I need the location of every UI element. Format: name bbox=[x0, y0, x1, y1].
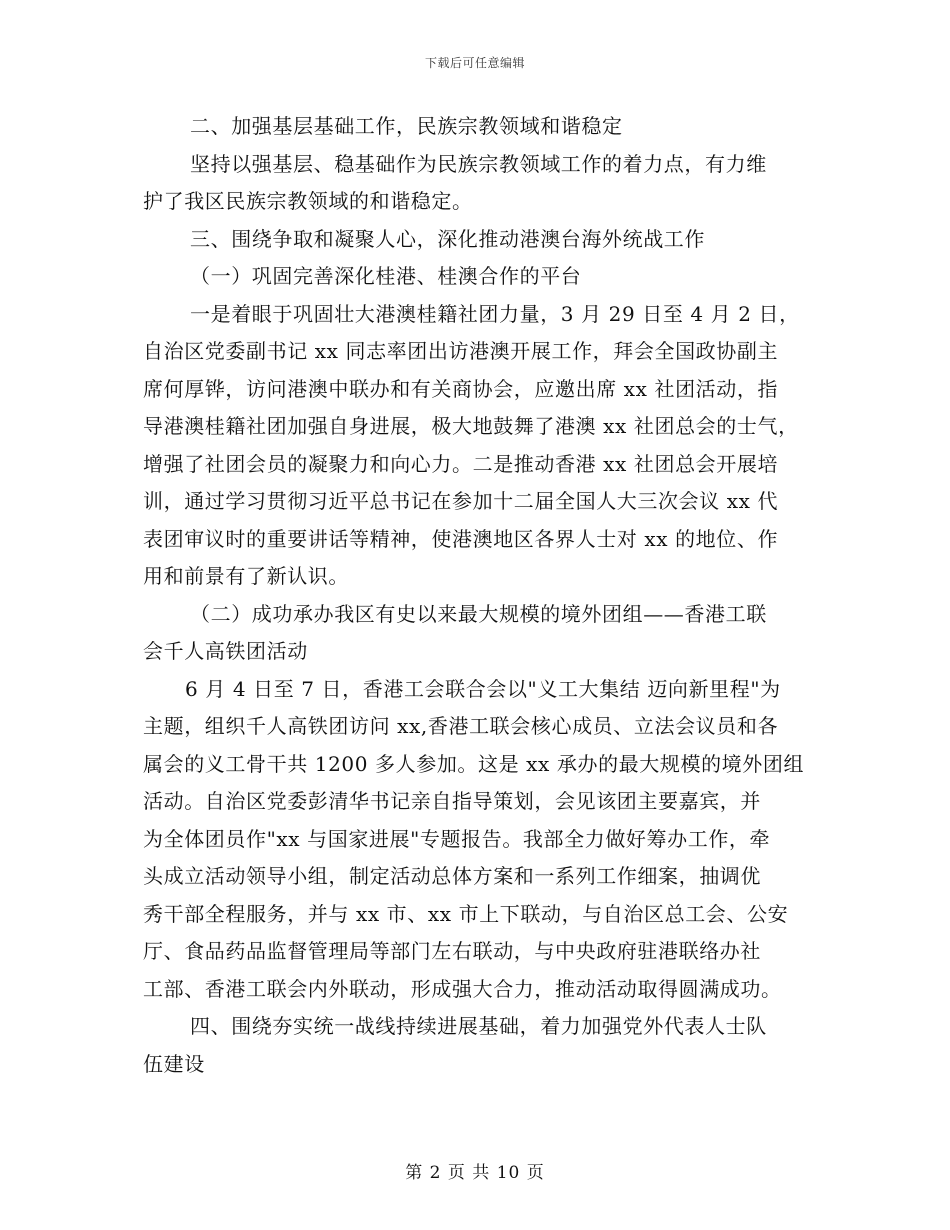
section-heading-2: 二、加强基层基础工作，民族宗教领域和谐稳定 bbox=[190, 114, 623, 138]
paragraph-line: 自治区党委副书记 xx 同志率团出访港澳开展工作，拜会全国政协副主 bbox=[143, 339, 779, 363]
paragraph-line: 为全体团员作"xx 与国家进展"专题报告。我部全力做好筹办工作，牵 bbox=[143, 827, 771, 851]
section-heading-4: 四、围绕夯实统一战线持续进展基础，着力加强党外代表人士队 bbox=[190, 1014, 767, 1038]
paragraph-line: 表团审议时的重要讲话等精神，使港澳地区各界人士对 xx 的地位、作 bbox=[143, 527, 779, 551]
subsection-heading-1: （一）巩固完善深化桂港、桂澳合作的平台 bbox=[190, 264, 582, 288]
page-header: 下载后可任意编辑 bbox=[424, 56, 525, 70]
paragraph-line: 6 月 4 日至 7 日，香港工会联合会以"义工大集结 迈向新里程"为 bbox=[185, 677, 781, 701]
page-number-footer: 第 2 页 共 10 页 bbox=[405, 1163, 545, 1183]
paragraph-line: 厅、食品药品监督管理局等部门左右联动，与中央政府驻港联络办社 bbox=[143, 939, 761, 963]
paragraph-line: 活动。自治区党委彭清华书记亲自指导策划，会见该团主要嘉宾，并 bbox=[143, 789, 761, 813]
paragraph-line: 工部、香港工联会内外联动，形成强大合力，推动活动取得圆满成功。 bbox=[143, 977, 782, 1001]
paragraph-line: 护了我区民族宗教领域的和谐稳定。 bbox=[143, 189, 473, 213]
paragraph-line: 属会的义工骨干共 1200 多人参加。这是 xx 承办的最大规模的境外团组 bbox=[143, 752, 805, 776]
section-heading-3: 三、围绕争取和凝聚人心，深化推动港澳台海外统战工作 bbox=[190, 227, 705, 251]
paragraph-line: 席何厚铧，访问港澳中联办和有关商协会，应邀出席 xx 社团活动，指 bbox=[143, 377, 779, 401]
paragraph-line: 训，通过学习贯彻习近平总书记在参加十二届全国人大三次会议 xx 代 bbox=[143, 489, 779, 513]
subsection-heading-2: （二）成功承办我区有史以来最大规模的境外团组——香港工联 bbox=[190, 602, 767, 626]
paragraph-line: 坚持以强基层、稳基础作为民族宗教领域工作的着力点，有力维 bbox=[190, 152, 767, 176]
paragraph-line: 导港澳桂籍社团加强自身进展，极大地鼓舞了港澳 xx 社团总会的士气， bbox=[143, 414, 799, 438]
paragraph-line: 一是着眼于巩固壮大港澳桂籍社团力量，3 月 29 日至 4 月 2 日， bbox=[190, 302, 800, 326]
paragraph-line: 头成立活动领导小组，制定活动总体方案和一系列工作细案，抽调优 bbox=[143, 864, 761, 888]
paragraph-line: 秀干部全程服务，并与 xx 市、xx 市上下联动，与自治区总工会、公安 bbox=[143, 902, 789, 926]
paragraph-line: 增强了社团会员的凝聚力和向心力。二是推动香港 xx 社团总会开展培 bbox=[143, 452, 779, 476]
paragraph-line: 主题，组织千人高铁团访问 xx,香港工联会核心成员、立法会议员和各 bbox=[143, 714, 779, 738]
subsection-heading-2-cont: 会千人高铁团活动 bbox=[143, 639, 308, 663]
section-heading-4-cont: 伍建设 bbox=[143, 1052, 205, 1076]
paragraph-line: 用和前景有了新认识。 bbox=[143, 564, 349, 588]
